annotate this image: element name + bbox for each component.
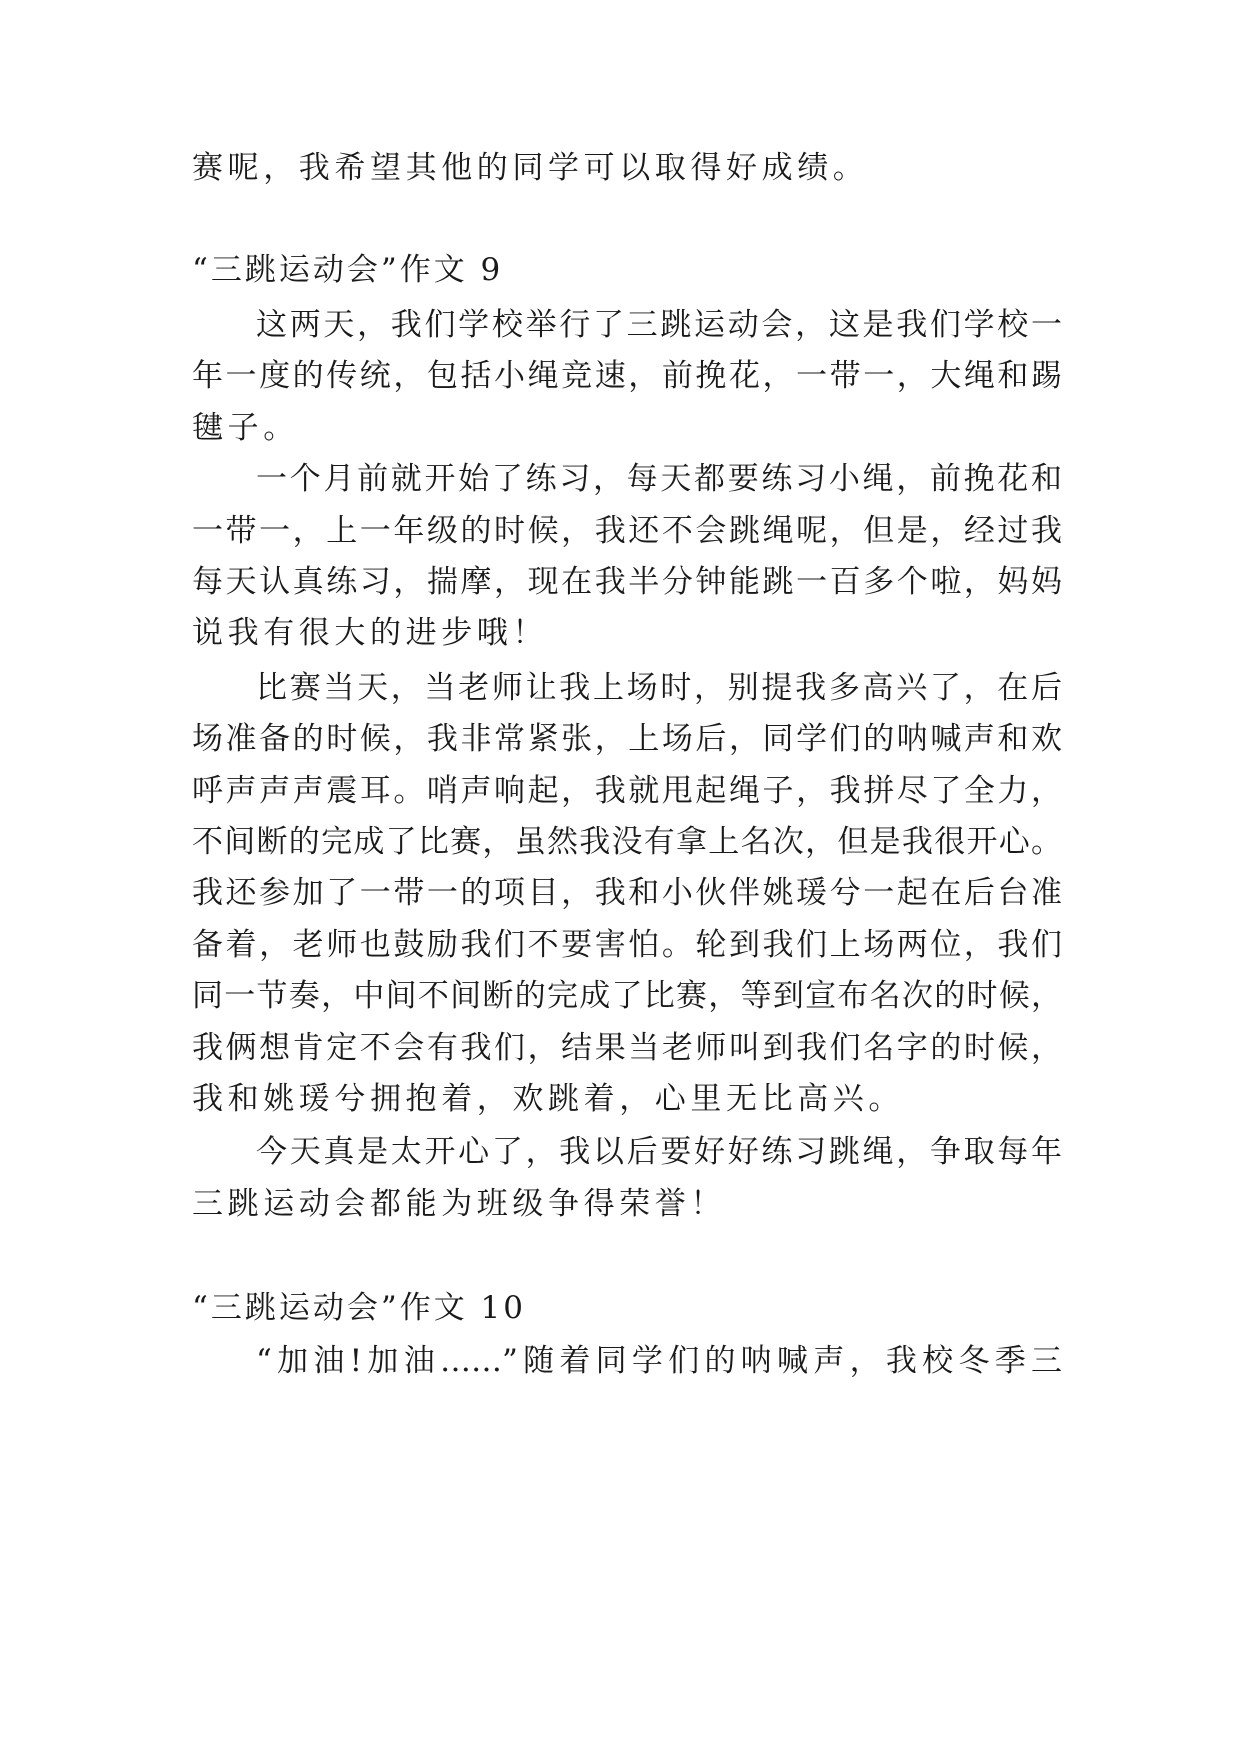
paragraph-line: 一个月前就开始了练习，每天都要练习小绳，前挽花和 [256,461,1062,497]
essay-heading-10: “三跳运动会”作文 10 [192,1290,526,1326]
paragraph-line: 这两天，我们学校举行了三跳运动会，这是我们学校一 [256,307,1062,343]
paragraph-line: 今天真是太开心了，我以后要好好练习跳绳，争取每年 [256,1134,1062,1170]
paragraph-line: 场准备的时候，我非常紧张，上场后，同学们的呐喊声和欢 [192,721,1062,757]
paragraph-line: 三跳运动会都能为班级争得荣誉！ [192,1186,726,1222]
paragraph-line: 备着，老师也鼓励我们不要害怕。轮到我们上场两位，我们 [192,927,1062,963]
essay-heading-9: “三跳运动会”作文 9 [192,252,504,288]
paragraph-line: 我还参加了一带一的项目，我和小伙伴姚瑗兮一起在后台准 [192,875,1062,911]
paragraph-line: 说我有很大的进步哦！ [192,615,548,651]
paragraph-line: 赛呢，我希望其他的同学可以取得好成绩。 [192,150,869,186]
paragraph-line: 我和姚瑗兮拥抱着，欢跳着，心里无比高兴。 [192,1081,904,1117]
paragraph-line: “加油!加油……”随着同学们的呐喊声，我校冬季三 [256,1343,1062,1379]
paragraph-line: 我俩想肯定不会有我们，结果当老师叫到我们名字的时候， [192,1030,1062,1066]
paragraph-line: 年一度的传统，包括小绳竞速，前挽花，一带一，大绳和踢 [192,358,1062,394]
paragraph-line: 毽子。 [192,410,299,446]
paragraph-line: 一带一，上一年级的时候，我还不会跳绳呢，但是，经过我 [192,513,1062,549]
paragraph-line: 不间断的完成了比赛，虽然我没有拿上名次，但是我很开心。 [192,824,1062,860]
paragraph-line: 每天认真练习，揣摩，现在我半分钟能跳一百多个啦，妈妈 [192,564,1062,600]
paragraph-line: 同一节奏，中间不间断的完成了比赛，等到宣布名次的时候， [192,978,1062,1014]
paragraph-line: 呼声声声震耳。哨声响起，我就甩起绳子，我拼尽了全力， [192,773,1062,809]
paragraph-line: 比赛当天，当老师让我上场时，别提我多高兴了，在后 [256,670,1062,706]
